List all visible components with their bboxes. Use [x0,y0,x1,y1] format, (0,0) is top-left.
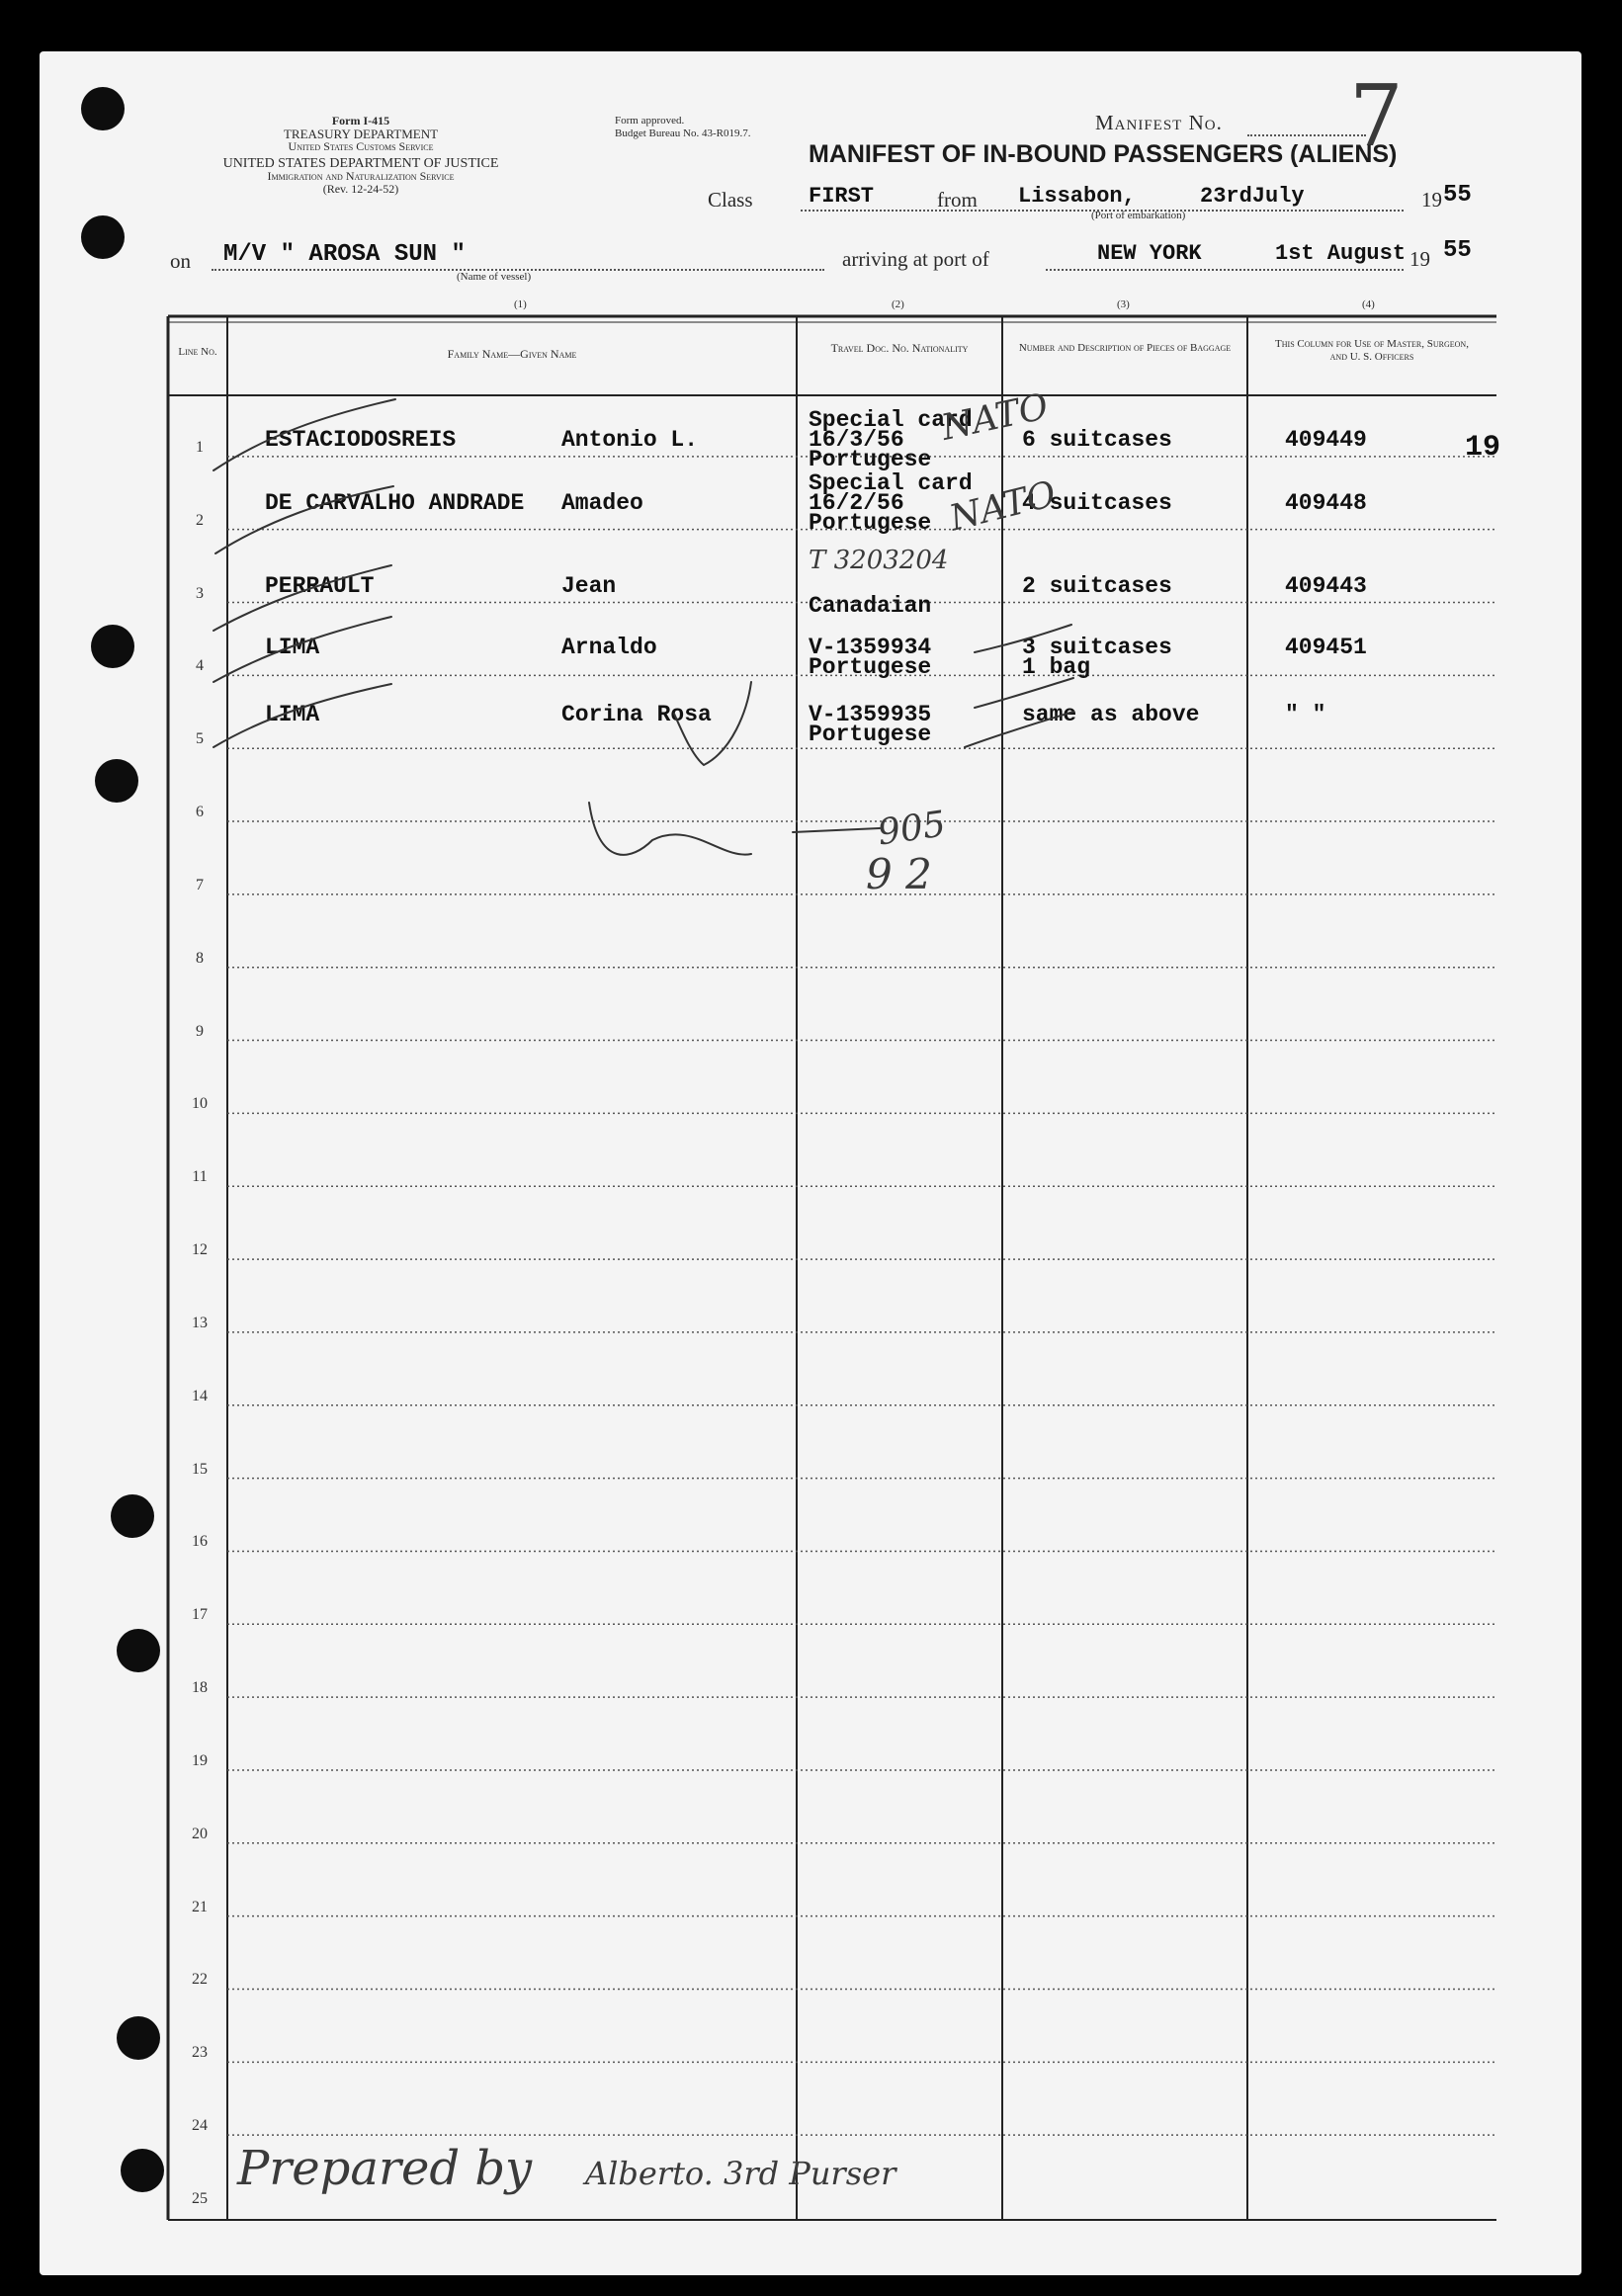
mid-annotation-2: 9 2 [866,850,932,898]
given-name: Arnaldo [561,635,657,660]
nationality: Portugese [809,654,932,680]
baggage-line-1: 3 suitcases [1022,635,1172,660]
family-name: DE CARVALHO ANDRADE [265,490,525,516]
officer-number: " " [1285,702,1326,727]
family-name: ESTACIODOSREIS [265,427,457,453]
nationality: Portugese [809,722,932,747]
from-label: from [937,188,978,212]
given-name: Antonio L. [561,427,699,453]
vessel-note: (Name of vessel) [457,271,532,283]
given-name: Amadeo [561,490,643,516]
line-number: 7 [196,876,204,893]
line-number: 12 [192,1241,208,1259]
nato-annotation-1: NATO [937,386,1053,449]
family-name: LIMA [265,635,320,660]
travel-doc-line-2: 16/3/56 [809,427,904,453]
on-label: on [170,249,191,273]
officer-number: 409443 [1285,573,1367,599]
line-number: 3 [196,584,204,602]
vessel-name: M/V " AROSA SUN " [223,241,466,268]
line-number: 22 [192,1971,208,1989]
class-label: Class [708,188,753,212]
officer-number: 409451 [1285,635,1367,660]
given-name: Jean [561,573,617,599]
col-number-3: (3) [1117,298,1130,310]
signature-left: Prepared by [237,2141,533,2196]
family-name: PERRAULT [265,573,375,599]
line-number: 10 [192,1095,208,1113]
line-number: 2 [196,511,204,529]
port-embark-note: (Port of embarkation) [1091,210,1186,221]
nationality: Portugese [809,510,932,536]
travel-doc-line-1: Special card [809,470,973,496]
line-number: 20 [192,1825,208,1842]
baggage-line-1: 6 suitcases [1022,427,1172,453]
manifest-no-value: 7 [1349,67,1404,166]
year-2: 55 [1443,237,1472,264]
travel-doc-line-2: 16/2/56 [809,490,904,516]
port-value: NEW YORK [1097,241,1202,266]
col-number-4: (4) [1362,298,1375,310]
given-name: Corina Rosa [561,702,712,727]
line-number: 23 [192,2044,208,2062]
arrival-date: 1st August [1275,241,1407,266]
line-number: 15 [192,1460,208,1478]
line-number: 1 [196,438,204,456]
officer-number: 409449 [1285,427,1367,453]
line-number: 5 [196,730,204,748]
baggage-line-1: same as above [1022,702,1200,727]
class-value: FIRST [809,184,875,209]
manifest-title: MANIFEST OF IN-BOUND PASSENGERS (ALIENS) [809,140,1398,168]
header-name: Family Name—Given Name [447,347,577,361]
mid-annotation-1: 905 [875,804,949,854]
line-number: 16 [192,1533,208,1551]
header-line-no: Line No. [178,346,217,358]
travel-doc-line-2: V-1359934 [809,635,932,660]
form-number: Form I-415 [331,114,390,128]
line-number: 25 [192,2190,208,2207]
nato-annotation-2: NATO [945,473,1061,540]
baggage-line-1: 2 suitcases [1022,573,1172,599]
manifest-no-label: Manifest No. [1095,111,1223,134]
line-number: 6 [196,804,204,821]
line-number: 21 [192,1898,208,1915]
line-number: 24 [192,2117,208,2135]
line-number: 13 [192,1314,208,1331]
col-number-2: (2) [892,298,904,310]
line-number: 17 [192,1606,208,1624]
budget-label: Budget Bureau No. 43-R019.7. [615,128,751,139]
year-prefix-1: 19 [1421,188,1442,212]
line-number: 11 [192,1168,208,1186]
justice-label: UNITED STATES DEPARTMENT OF JUSTICE [222,156,499,171]
col-number-1: (1) [514,298,527,310]
line-number: 9 [196,1022,204,1040]
line-number: 19 [192,1751,208,1769]
rev-label: (Rev. 12-24-52) [322,182,399,196]
line-number: 14 [192,1387,208,1404]
date-from: 23rdJuly [1200,184,1305,209]
nationality: Canadaian [809,593,932,619]
baggage-line-1: 4 suitcases [1022,490,1172,516]
arriving-label: arriving at port of [842,247,989,271]
header-baggage: Number and Description of Pieces of Baggage [1018,342,1232,354]
travel-doc-line-2: V-1359935 [809,702,932,727]
ins-label: Immigration and Naturalization Service [267,169,455,183]
line-number: 4 [196,657,204,675]
year-prefix-2: 19 [1409,247,1430,271]
margin-19: 19 [1465,431,1501,465]
header-travel-doc: Travel Doc. No. Nationality [830,341,969,355]
officer-number: 409448 [1285,490,1367,516]
customs-label: United States Customs Service [288,139,434,153]
from-value: Lissabon, [1018,184,1136,209]
header-officers: This Column for Use of Master, Surgeon, and U. S. Officers [1275,338,1469,363]
nationality: Portugese [809,447,932,472]
doc-t-annotation: T 3203204 [809,546,949,575]
family-name: LIMA [265,702,320,727]
line-number: 18 [192,1679,208,1697]
signature-right: Alberto. 3rd Purser [585,2155,896,2192]
travel-doc-line-1: Special card [809,407,973,433]
year-1: 55 [1443,182,1472,209]
baggage-line-2: 1 bag [1022,654,1091,680]
line-number: 8 [196,949,204,967]
treasury-label: TREASURY DEPARTMENT [283,127,439,141]
approved-label: Form approved. [615,115,685,127]
